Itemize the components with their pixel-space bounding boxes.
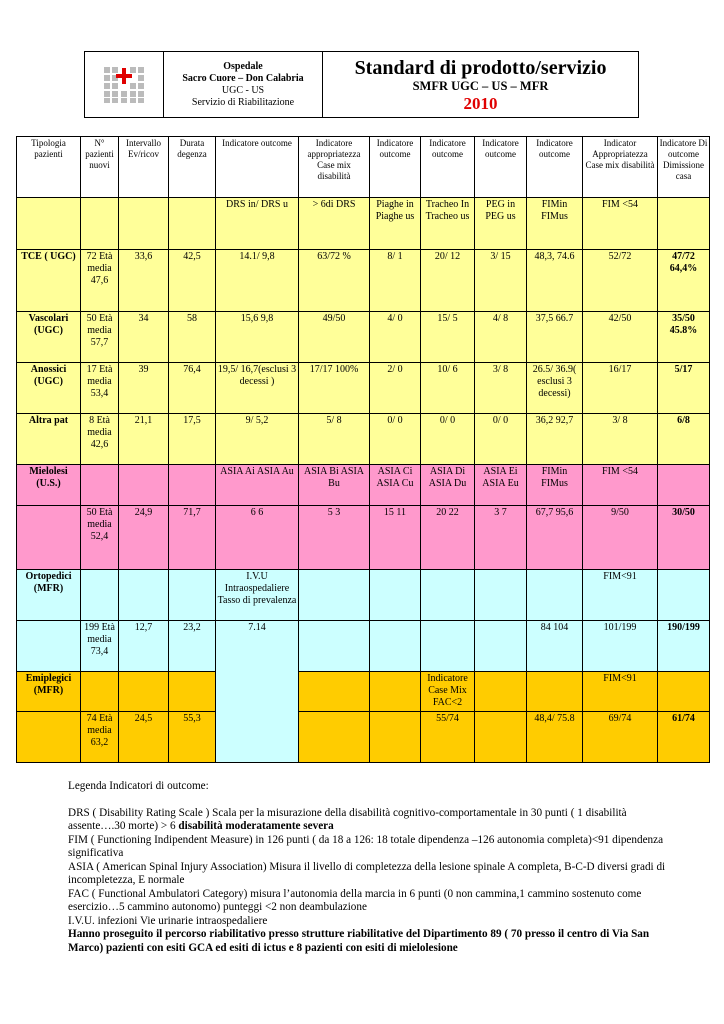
row-label: Emiplegici (MFR) [17, 672, 81, 712]
table-cell: 21,1 [119, 414, 169, 465]
table-cell: Piaghe in Piaghe us [370, 198, 421, 250]
table-cell: 48,3, 74.6 [527, 250, 583, 312]
table-cell: 199 Età media 73,4 [81, 621, 119, 672]
table-cell: 50 Età media 57,7 [81, 312, 119, 363]
table-cell: FIM <54 [583, 198, 658, 250]
mielolesi-indicator-row [17, 465, 710, 506]
col-header: Indicatore outcome [421, 137, 475, 198]
table-cell: FIM <54 [583, 465, 658, 506]
table-cell: PEG in PEG us [475, 198, 527, 250]
table-cell: Indicatore Case Mix FAC<2 [421, 672, 475, 712]
ugc-indicator-row [17, 198, 710, 250]
emiplegici-indicator-row [17, 672, 710, 712]
standards-table [16, 136, 710, 763]
table-cell: 26.5/ 36.9( esclusi 3 decessi) [527, 363, 583, 414]
table-cell: 8/ 1 [370, 250, 421, 312]
table-cell: 9/50 [583, 506, 658, 570]
legend-asia: ASIA ( American Spinal Injury Association) Misura il livello di completezza della lesione spinale A completa, B-C-D diversi gradi di incompletezza, E normale [68, 860, 666, 886]
table-cell: 101/199 [583, 621, 658, 672]
table-cell: 42,5 [169, 250, 216, 312]
legend-section [68, 780, 678, 955]
table-cell: FIMin FIMus [527, 465, 583, 506]
table-cell: 55/74 [421, 712, 475, 763]
table-cell: 12,7 [119, 621, 169, 672]
table-cell: 15/ 5 [421, 312, 475, 363]
document-title: Standard di prodotto/servizio [354, 56, 607, 79]
legend-drs [68, 807, 678, 834]
table-cell: 42/50 [583, 312, 658, 363]
org-line2: Sacro Cuore – Don Calabria [182, 72, 304, 84]
hospital-logo [85, 52, 164, 117]
col-header: Indicatore outcome [216, 137, 299, 198]
col-header: N° pazienti nuovi [81, 137, 119, 198]
table-cell: 61/74 [658, 712, 710, 763]
table-cell: 17/17 100% [299, 363, 370, 414]
row-label: Anossici (UGC) [17, 363, 81, 414]
table-cell: FIM<91 [583, 672, 658, 712]
table-cell: FIM<91 [583, 570, 658, 621]
table-cell: 19,5/ 16,7(esclusi 3 decessi ) [216, 363, 299, 414]
table-cell: 37,5 66.7 [527, 312, 583, 363]
title-block [323, 52, 638, 117]
table-cell: 8 Età media 42,6 [81, 414, 119, 465]
table-cell: 2/ 0 [370, 363, 421, 414]
table-cell: 17,5 [169, 414, 216, 465]
table-cell: 4/ 0 [370, 312, 421, 363]
table-cell: 52/72 [583, 250, 658, 312]
table-cell: 67,7 95,6 [527, 506, 583, 570]
table-cell: I.V.U Intraospedaliere Tasso di prevalenza [216, 570, 299, 621]
table-cell: 84 104 [527, 621, 583, 672]
table-cell: 15 11 [370, 506, 421, 570]
table-cell: 69/74 [583, 712, 658, 763]
table-row [17, 621, 710, 672]
table-cell: 0/ 0 [475, 414, 527, 465]
table-cell: 6 6 [216, 506, 299, 570]
table-cell: 190/199 [658, 621, 710, 672]
table-cell: 3 7 [475, 506, 527, 570]
document-subtitle: SMFR UGC – US – MFR [412, 78, 549, 93]
table-cell: 33,6 [119, 250, 169, 312]
table-cell: 48,4/ 75.8 [527, 712, 583, 763]
table-cell: Tracheo In Tracheo us [421, 198, 475, 250]
row-label: Mielolesi (U.S.) [17, 465, 81, 506]
table-cell: 6/8 [658, 414, 710, 465]
row-label: Ortopedici (MFR) [17, 570, 81, 621]
col-header: Intervallo Ev/ricov [119, 137, 169, 198]
row-label: Vascolari (UGC) [17, 312, 81, 363]
ortopedici-indicator-row [17, 570, 710, 621]
table-row [17, 712, 710, 763]
legend-drs-text: DRS ( Disability Rating Scale ) Scala per la misurazione della disabilità cognitivo-comportamentale in 30 punti ( 1 disabilità assente….30 morte) > 6 [68, 806, 627, 832]
table-cell: 36,2 92,7 [527, 414, 583, 465]
col-header: Indicatore outcome [475, 137, 527, 198]
org-line4: Servizio di Riabilitazione [191, 96, 295, 108]
legend-fac: FAC ( Functional Ambulatori Category) misura l’autonomia della marcia in 6 punti (0 non cammina,1 cammino sostenuto come esercizio…5 cammino autonomo) punteggi <2 non deambulazione [68, 887, 642, 913]
table-cell: 30/50 [658, 506, 710, 570]
table-row [17, 414, 710, 465]
table-cell: DRS in/ DRS u [216, 198, 299, 250]
table-cell: 76,4 [169, 363, 216, 414]
table-cell: 58 [169, 312, 216, 363]
document-header [84, 51, 639, 118]
header-row [17, 137, 710, 198]
table-cell: 47/72 64,4% [658, 250, 710, 312]
table-cell: ASIA Ci ASIA Cu [370, 465, 421, 506]
table-cell: 50 Età media 52,4 [81, 506, 119, 570]
table-cell: 15,6 9,8 [216, 312, 299, 363]
table-cell: 9/ 5,2 [216, 414, 299, 465]
table-cell: 24,5 [119, 712, 169, 763]
table-cell: 4/ 8 [475, 312, 527, 363]
table-cell: FIMin FIMus [527, 198, 583, 250]
org-line1: Ospedale [223, 60, 263, 72]
legend-title: Legenda Indicatori di outcome: [68, 780, 209, 792]
col-header: Tipologia pazienti [17, 137, 81, 198]
table-cell: 39 [119, 363, 169, 414]
col-header: Indicatore outcome [370, 137, 421, 198]
col-header: Indicator Appropriatezza Case mix disabilità [583, 137, 658, 198]
table-cell: 16/17 [583, 363, 658, 414]
col-header: Durata degenza [169, 137, 216, 198]
table-cell: 10/ 6 [421, 363, 475, 414]
table-cell: 71,7 [169, 506, 216, 570]
table-cell: 63/72 % [299, 250, 370, 312]
table-cell: > 6di DRS [299, 198, 370, 250]
organization-block [164, 52, 323, 117]
row-label: TCE ( UGC) [17, 250, 81, 312]
table-cell: 0/ 0 [421, 414, 475, 465]
legend-drs-bold: disabilità moderatamente severa [178, 820, 334, 832]
legend-note: Hanno proseguito il percorso riabilitativo presso strutture riabilitative del Dipartimento 89 ( 70 presso il centro di Via San Marco) pazienti con esiti GCA ed esiti di ictus e 8 pazienti con esiti di mielolesione [68, 928, 650, 954]
table-cell: 3/ 8 [475, 363, 527, 414]
table-cell: 14.1/ 9,8 [216, 250, 299, 312]
table-row [17, 250, 710, 312]
table-cell: 23,2 [169, 621, 216, 672]
row-label: Altra pat [17, 414, 81, 465]
col-header: Indicatore outcome [527, 137, 583, 198]
table-cell: 72 Età media 47,6 [81, 250, 119, 312]
table-row [17, 506, 710, 570]
col-header: Indicatore appropriatezza Case mix disabilità [299, 137, 370, 198]
table-cell: 17 Età media 53,4 [81, 363, 119, 414]
col-header: Indicatore Di outcome Dimissione casa [658, 137, 710, 198]
table-row [17, 312, 710, 363]
legend-fim: FIM ( Functioning Indipendent Measure) in 126 punti ( da 18 a 126: 18 totale dipendenza –126 autonomia completa)<91 dipendenza significativa [68, 833, 664, 859]
table-cell: 49/50 [299, 312, 370, 363]
table-cell: ASIA Bi ASIA Bu [299, 465, 370, 506]
table-cell: 7.14 [216, 621, 299, 763]
document-year: 2010 [463, 93, 498, 113]
table-cell: 55,3 [169, 712, 216, 763]
table-cell: ASIA Ei ASIA Eu [475, 465, 527, 506]
red-cross-logo-icon [102, 65, 146, 105]
table-cell: 35/50 45.8% [658, 312, 710, 363]
table-cell: 5/ 8 [299, 414, 370, 465]
table-cell: 3/ 15 [475, 250, 527, 312]
table-cell: 3/ 8 [583, 414, 658, 465]
table-cell: 20/ 12 [421, 250, 475, 312]
table-cell: 0/ 0 [370, 414, 421, 465]
table-row [17, 363, 710, 414]
table-cell: 74 Età media 63,2 [81, 712, 119, 763]
table-cell: 5 3 [299, 506, 370, 570]
table-cell: 34 [119, 312, 169, 363]
table-cell: ASIA Di ASIA Du [421, 465, 475, 506]
table-cell: 5/17 [658, 363, 710, 414]
legend-ivu: I.V.U. infezioni Vie urinarie intraospedaliere [68, 914, 268, 927]
table-cell: 24,9 [119, 506, 169, 570]
table-cell: 20 22 [421, 506, 475, 570]
org-line3: UGC - US [221, 84, 265, 96]
table-cell: ASIA Ai ASIA Au [216, 465, 299, 506]
